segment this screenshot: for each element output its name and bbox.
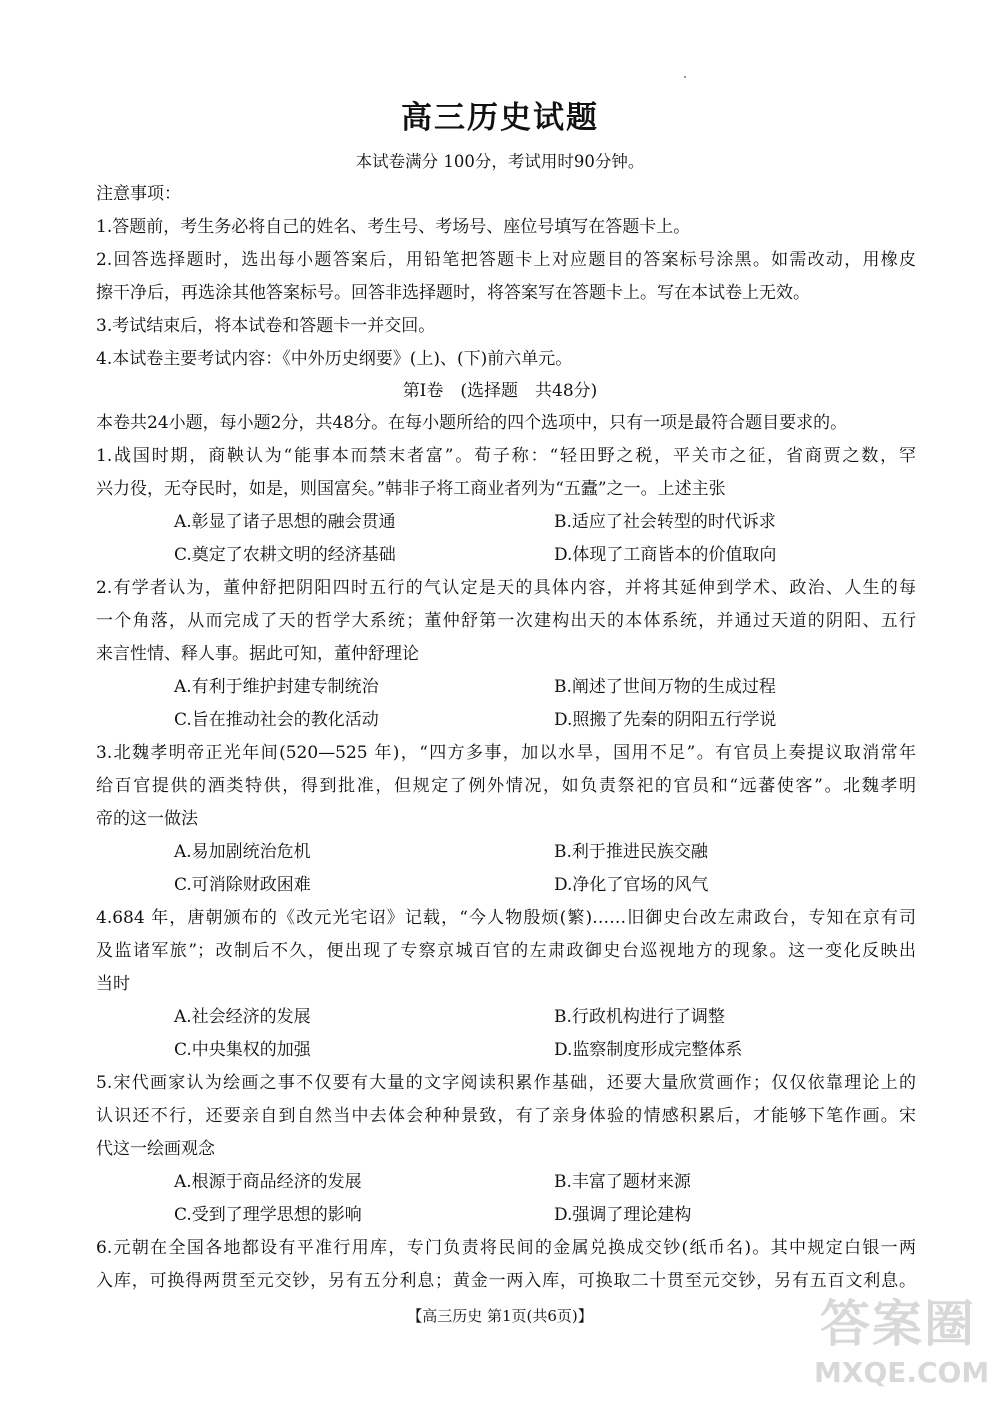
notice-heading: 注意事项： bbox=[96, 184, 181, 204]
option-a: A.有利于维护封建专制统治 bbox=[174, 677, 379, 697]
stem-line: 及监诸军旅”；改制后不久，便出现了专察京城百官的左肃政御史台巡视地方的现象。这一变化反映出 bbox=[96, 941, 916, 961]
question-3 bbox=[96, 737, 916, 902]
option-a: A.易加剧统治危机 bbox=[174, 842, 311, 862]
watermark-logo bbox=[814, 1293, 990, 1401]
option-a: A.彰显了诸子思想的融会贯通 bbox=[174, 512, 396, 532]
option-b: B.丰富了题材来源 bbox=[554, 1172, 691, 1192]
section-title: 第Ⅰ卷 (选择题 共48分) bbox=[402, 381, 598, 401]
option-d: D.强调了理论建构 bbox=[554, 1205, 692, 1225]
options bbox=[96, 671, 916, 737]
exam-info: 本试卷满分 100分，考试用时90分钟。 bbox=[355, 152, 645, 171]
question-6 bbox=[96, 1232, 916, 1298]
notice-item-1: 1.答题前，考生务必将自己的姓名、考生号、考场号、座位号填写在答题卡上。 bbox=[96, 217, 691, 237]
stem-line: 当时 bbox=[96, 974, 130, 994]
page-footer: 【高三历史 第1页(共6页)】 bbox=[407, 1307, 593, 1325]
stem-line: 代这一绘画观念 bbox=[96, 1139, 215, 1159]
stem-line: 4.684 年，唐朝颁布的《改元光宅诏》记载，“今人物殷烦(繁)……旧御史台改左肃政台，专知在京有司 bbox=[96, 908, 916, 928]
question-stem bbox=[96, 572, 916, 671]
stem-line: 6.元朝在全国各地都设有平准行用库，专门负责将民间的金属兑换成交钞(纸币名)。其中规定白银一两 bbox=[96, 1238, 916, 1258]
question-4 bbox=[96, 902, 916, 1067]
option-c: C.旨在推动社会的教化活动 bbox=[174, 710, 379, 730]
notice-block bbox=[96, 178, 916, 376]
option-c: C.受到了理学思想的影响 bbox=[174, 1205, 362, 1225]
option-d: D.照搬了先秦的阴阳五行学说 bbox=[554, 710, 777, 730]
option-c: C.中央集权的加强 bbox=[174, 1040, 311, 1060]
watermark-mark: 答案圈 bbox=[820, 1295, 976, 1353]
notice-item-3: 3.考试结束后，将本试卷和答题卡一并交回。 bbox=[96, 316, 436, 336]
option-d: D.净化了官场的风气 bbox=[554, 875, 709, 895]
stem-line: 2.有学者认为，董仲舒把阴阳四时五行的气认定是天的具体内容，并将其延伸到学术、政治、人生的每 bbox=[96, 578, 916, 598]
option-a: A.根源于商品经济的发展 bbox=[174, 1172, 362, 1192]
stem-line: 给百官提供的酒类特供，得到批准，但规定了例外情况，如负责祭祀的官员和“远蕃使客”。北魏孝明 bbox=[96, 776, 916, 796]
option-c: C.可消除财政困难 bbox=[174, 875, 311, 895]
stem-line: 5.宋代画家认为绘画之事不仅要有大量的文字阅读积累作基础，还要大量欣赏画作；仅仅依靠理论上的 bbox=[96, 1073, 916, 1093]
notice-item-2-line-2: 擦干净后，再选涂其他答案标号。回答非选择题时，将答案写在答题卡上。写在本试卷上无效。 bbox=[96, 283, 810, 303]
question-2 bbox=[96, 572, 916, 737]
section-intro bbox=[96, 407, 916, 440]
page-title: 高三历史试题 bbox=[401, 100, 599, 136]
stem-line: 1.战国时期，商鞅认为“能事本而禁末者富”。荀子称：“轻田野之税，平关市之征，省商贾之数，罕 bbox=[96, 446, 916, 466]
options bbox=[96, 1001, 916, 1067]
section-intro-text: 本卷共24小题，每小题2分，共48分。在每小题所给的四个选项中，只有一项是最符合题目要求的。 bbox=[96, 413, 848, 433]
question-stem bbox=[96, 1232, 916, 1298]
notice-item-4: 4.本试卷主要考试内容：《中外历史纲要》(上)、(下)前六单元。 bbox=[96, 349, 573, 369]
stem-line: 帝的这一做法 bbox=[96, 809, 198, 829]
option-c: C.奠定了农耕文明的经济基础 bbox=[174, 545, 396, 565]
stem-line: 认识还不行，还要亲自到自然当中去体会种种景致，有了亲身体验的情感积累后，才能够下笔作画。宋 bbox=[96, 1106, 916, 1126]
speck bbox=[684, 76, 686, 78]
stem-line: 兴力役，无夺民时，如是，则国富矣。”韩非子将工商业者列为“五蠹”之一。上述主张 bbox=[96, 479, 726, 499]
option-d: D.体现了工商皆本的价值取向 bbox=[554, 545, 777, 565]
question-stem bbox=[96, 902, 916, 1001]
stem-line: 来言性情、释人事。据此可知，董仲舒理论 bbox=[96, 644, 419, 664]
option-b: B.行政机构进行了调整 bbox=[554, 1007, 725, 1027]
option-b: B.利于推进民族交融 bbox=[554, 842, 708, 862]
options bbox=[96, 836, 916, 902]
options bbox=[96, 506, 916, 572]
options bbox=[96, 1166, 916, 1232]
watermark-site: MXQE.COM bbox=[814, 1356, 990, 1389]
option-b: B.适应了社会转型的时代诉求 bbox=[554, 512, 776, 532]
option-d: D.监察制度形成完整体系 bbox=[554, 1040, 743, 1060]
stem-line: 一个角落，从而完成了天的哲学大系统；董仲舒第一次建构出天的本体系统，并通过天道的阴阳、五行 bbox=[96, 611, 916, 631]
stem-line: 入库，可换得两贯至元交钞，另有五分利息；黄金一两入库，可换取二十贯至元交钞，另有五百文利息。 bbox=[96, 1271, 916, 1291]
notice-item-2-line-1: 2.回答选择题时，选出每小题答案后，用铅笔把答题卡上对应题目的答案标号涂黑。如需改动，用橡皮 bbox=[96, 250, 916, 270]
question-stem bbox=[96, 737, 916, 836]
question-1 bbox=[96, 440, 916, 572]
stem-line: 3.北魏孝明帝正光年间(520—525 年)，“四方多事，加以水旱，国用不足”。有官员上奏提议取消常年 bbox=[96, 743, 916, 763]
option-a: A.社会经济的发展 bbox=[174, 1007, 311, 1027]
questions bbox=[96, 407, 916, 1298]
question-5 bbox=[96, 1067, 916, 1232]
option-b: B.阐述了世间万物的生成过程 bbox=[554, 677, 776, 697]
question-stem bbox=[96, 440, 916, 506]
question-stem bbox=[96, 1067, 916, 1166]
